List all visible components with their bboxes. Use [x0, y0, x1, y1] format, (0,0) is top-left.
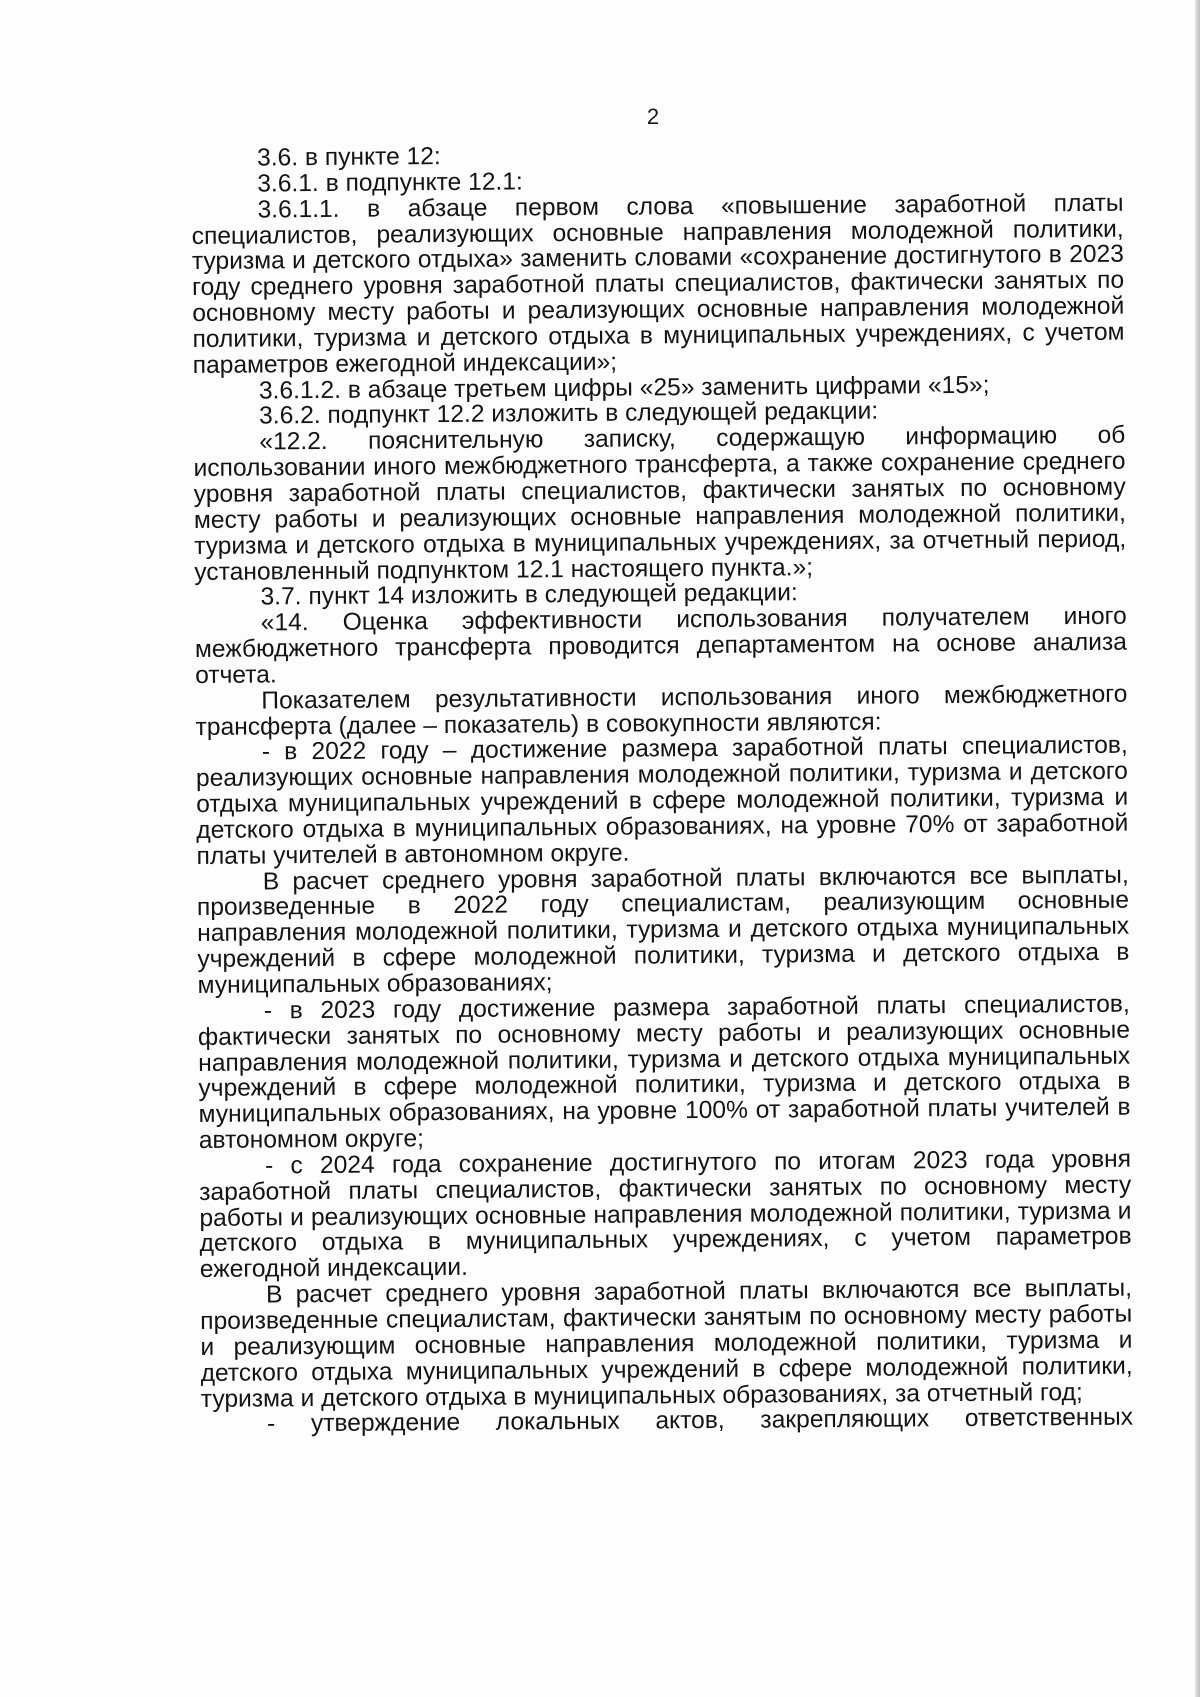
paragraph: - утверждение локальных актов, закрепляющих ответственных [266, 1403, 1134, 1438]
paragraph: 3.7. пункт 14 изложить в следующей редакции: [260, 579, 798, 611]
page-edge-shadow [1195, 0, 1200, 1697]
paragraph: 3.6.1. в подпункте 12.1: [257, 168, 523, 198]
paragraph: 3.6.1.1. в абзаце первом слова «повышение заработной платы специалистов, реализующих основные направления молодежной политики, туризма и детского отдыха» заменить словами «сохранение достигнутого в 2023 году среднего уровня заработной платы специалистов, фактически занятых по основному месту работы и реализующих основные направления молодежной политики, туризма и детского отдыха в муниципальных учреждениях, с учетом параметров ежегодной индексации»; [191, 189, 1125, 379]
paragraph: - с 2024 года сохранение достигнутого по итогам 2023 года уровня заработной платы специалистов, фактически занятых по основному месту работы и реализующих основные направления молодежной политики, туризма и детского отдыха в муниципальных учреждениях, с учетом параметров ежегодной индексации. [199, 1145, 1132, 1284]
paragraph: «12.2. пояснительную записку, содержащую информацию об использовании иного межбюджетного трансферта, а также сохранение среднего уровня заработной платы специалистов, фактически занятых по основному месту работы и реализующих основные направления молодежной политики, туризма и детского отдыха в муниципальных учреждениях, за отчетный период, установленный подпунктом 12.1 настоящего пункта.»; [193, 421, 1127, 586]
paragraph: - в 2023 году достижение размера заработной платы специалистов, фактически занятых по основному месту работы и реализующих основные направления молодежной политики, туризма и детского отдыха муниципальных учреждений в сфере молодежной политики, туризма и детского отдыха в муниципальных образованиях, на уровне 100% от заработной платы учителей в автономном округе; [197, 990, 1131, 1155]
paragraph: - в 2022 году – достижение размера заработной платы специалистов, реализующих основные направления молодежной политики, туризма и детского отдыха муниципальных учреждений в сфере молодежной политики, туризма и детского отдыха в муниципальных образованиях, на уровне 70% от заработной платы учителей в автономном округе. [195, 732, 1129, 870]
paragraph: В расчет среднего уровня заработной платы включаются все выплаты, произведенные специалистам, фактически занятым по основному месту работы и реализующим основные направления молодежной политики, туризма и детского отдыха муниципальных учреждений в сфере молодежной политики, туризма и детского отдыха в муниципальных образованиях, за отчетный год; [200, 1274, 1133, 1413]
paragraph: В расчет среднего уровня заработной платы включаются все выплаты, произведенные в 2022 году специалистам, реализующим основные направления молодежной политики, туризма и детского отдыха муниципальных учреждений в сфере молодежной политики, туризма и детского отдыха в муниципальных образованиях; [196, 861, 1130, 999]
paragraph: 3.6. в пункте 12: [256, 143, 441, 172]
paragraph: Показателем результативности использования иного межбюджетного трансферта (далее – показатель) в совокупности являются: [195, 680, 1128, 741]
page-number: 2 [646, 104, 660, 129]
paragraph: «14. Оценка эффективности использования получателем иного межбюджетного трансферта проводится департаментом на основе анализа отчета. [194, 602, 1128, 689]
paragraph: 3.6.1.2. в абзаце третьем цифры «25» заменить цифрами «15»; [258, 371, 990, 405]
document-body [191, 139, 1133, 1438]
paragraph: 3.6.2. подпункт 12.2 изложить в следующей редакции: [259, 398, 879, 430]
